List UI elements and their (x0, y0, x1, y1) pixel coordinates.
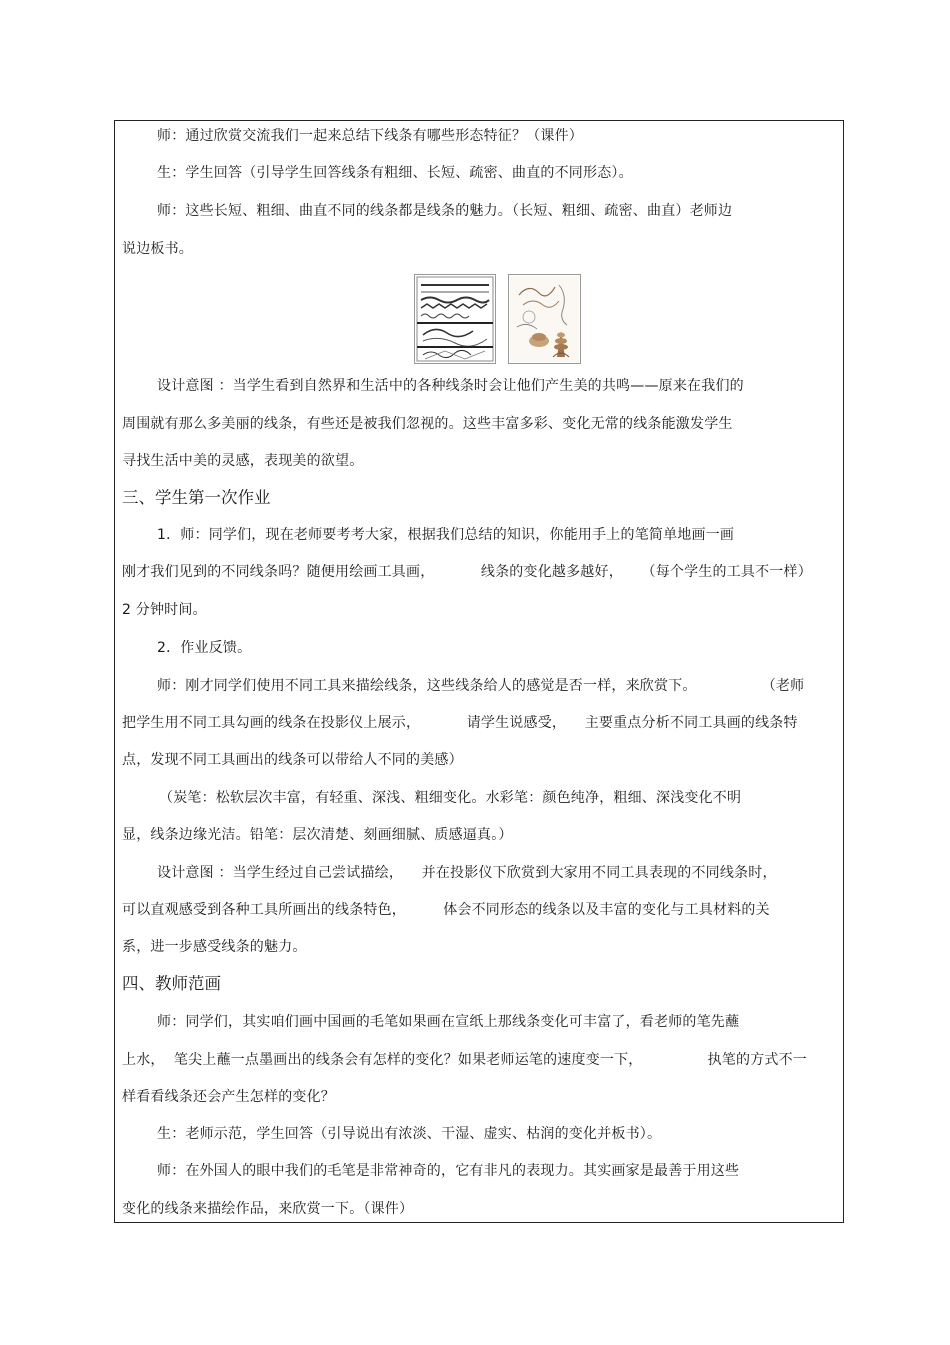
text-line: 变化的线条来描绘作品，来欣赏一下。（课件） (122, 1201, 414, 1217)
text-line: 刚才我们见到的不同线条吗？随便用绘画工具画， 线条的变化越多越好， （每个学生的工具不一样） (122, 564, 812, 580)
text-line: 师：在外国人的眼中我们的毛笔是非常神奇的，它有非凡的表现力。其实画家是最善于用这些 (157, 1163, 740, 1179)
text-line: 2．作业反馈。 (157, 640, 252, 656)
text-line: 生：学生回答（引导学生回答线条有粗细、长短、疏密、曲直的不同形态）。 (157, 165, 633, 181)
text-line: 说边板书。 (122, 241, 193, 257)
text-line: 2 分钟时间。 (122, 602, 207, 618)
line-examples-image (414, 274, 496, 364)
section-heading: 四、教师范画 (122, 974, 221, 993)
text-line: 可以直观感受到各种工具所画出的线条特色， 体会不同形态的线条以及丰富的变化与工具材料的关 (122, 902, 770, 918)
text-line: 周围就有那么多美丽的线条，有些还是被我们忽视的。这些丰富多彩、变化无常的线条能激发学生 (122, 416, 733, 432)
text-line: （炭笔：松软层次丰富，有轻重、深浅、粗细变化。水彩笔：颜色纯净，粗细、深浅变化不明 (159, 790, 742, 806)
text-line: 师：刚才同学们使用不同工具来描绘线条，这些线条给人的感觉是否一样，来欣赏下。 （老师 (157, 678, 805, 694)
text-line: 师：通过欣赏交流我们一起来总结下线条有哪些形态特征？（课件） (157, 128, 583, 144)
section-heading: 三、学生第一次作业 (122, 488, 271, 507)
text-line: 设计意图 ：当学生看到自然界和生活中的各种线条时会让他们产生美的共鸣——原来在我们的 (157, 378, 744, 394)
text-line: 系，进一步感受线条的魅力。 (122, 939, 307, 955)
text-line: 1．师：同学们，现在老师要考考大家，根据我们总结的知识，你能用手上的笔简单地画一画 (157, 527, 735, 543)
text-line: 设计意图 ：当学生经过自己尝试描绘， 并在投影仪下欣赏到大家用不同工具表现的不同线条时， (157, 865, 777, 881)
text-line: 师：这些长短、粗细、曲直不同的线条都是线条的魅力。（长短、粗细、疏密、曲直）老师边 (157, 203, 733, 219)
text-line: 把学生用不同工具勾画的线条在投影仪上展示， 请学生说感受， 主要重点分析不同工具画的线条特 (122, 715, 798, 731)
text-line: 样看看线条还会产生怎样的变化？ (122, 1089, 335, 1105)
text-line: 显，线条边缘光洁。铅笔：层次清楚、刻画细腻、质感逼真。） (122, 827, 513, 843)
nature-lines-image (508, 274, 581, 364)
text-line: 师：同学们，其实咱们画中国画的毛笔如果画在宣纸上那线条变化可丰富了，看老师的笔先蘸 (157, 1014, 740, 1030)
text-line: 上水， 笔尖上蘸一点墨画出的线条会有怎样的变化？如果老师运笔的速度变一下， 执笔的方式不一 (122, 1052, 808, 1068)
text-line: 生：老师示范，学生回答（引导说出有浓淡、干湿、虚实、枯润的变化并板书）。 (157, 1126, 662, 1142)
text-line: 点，发现不同工具画出的线条可以带给人不同的美感） (122, 752, 463, 768)
text-line: 寻找生活中美的灵感，表现美的欲望。 (122, 453, 364, 469)
